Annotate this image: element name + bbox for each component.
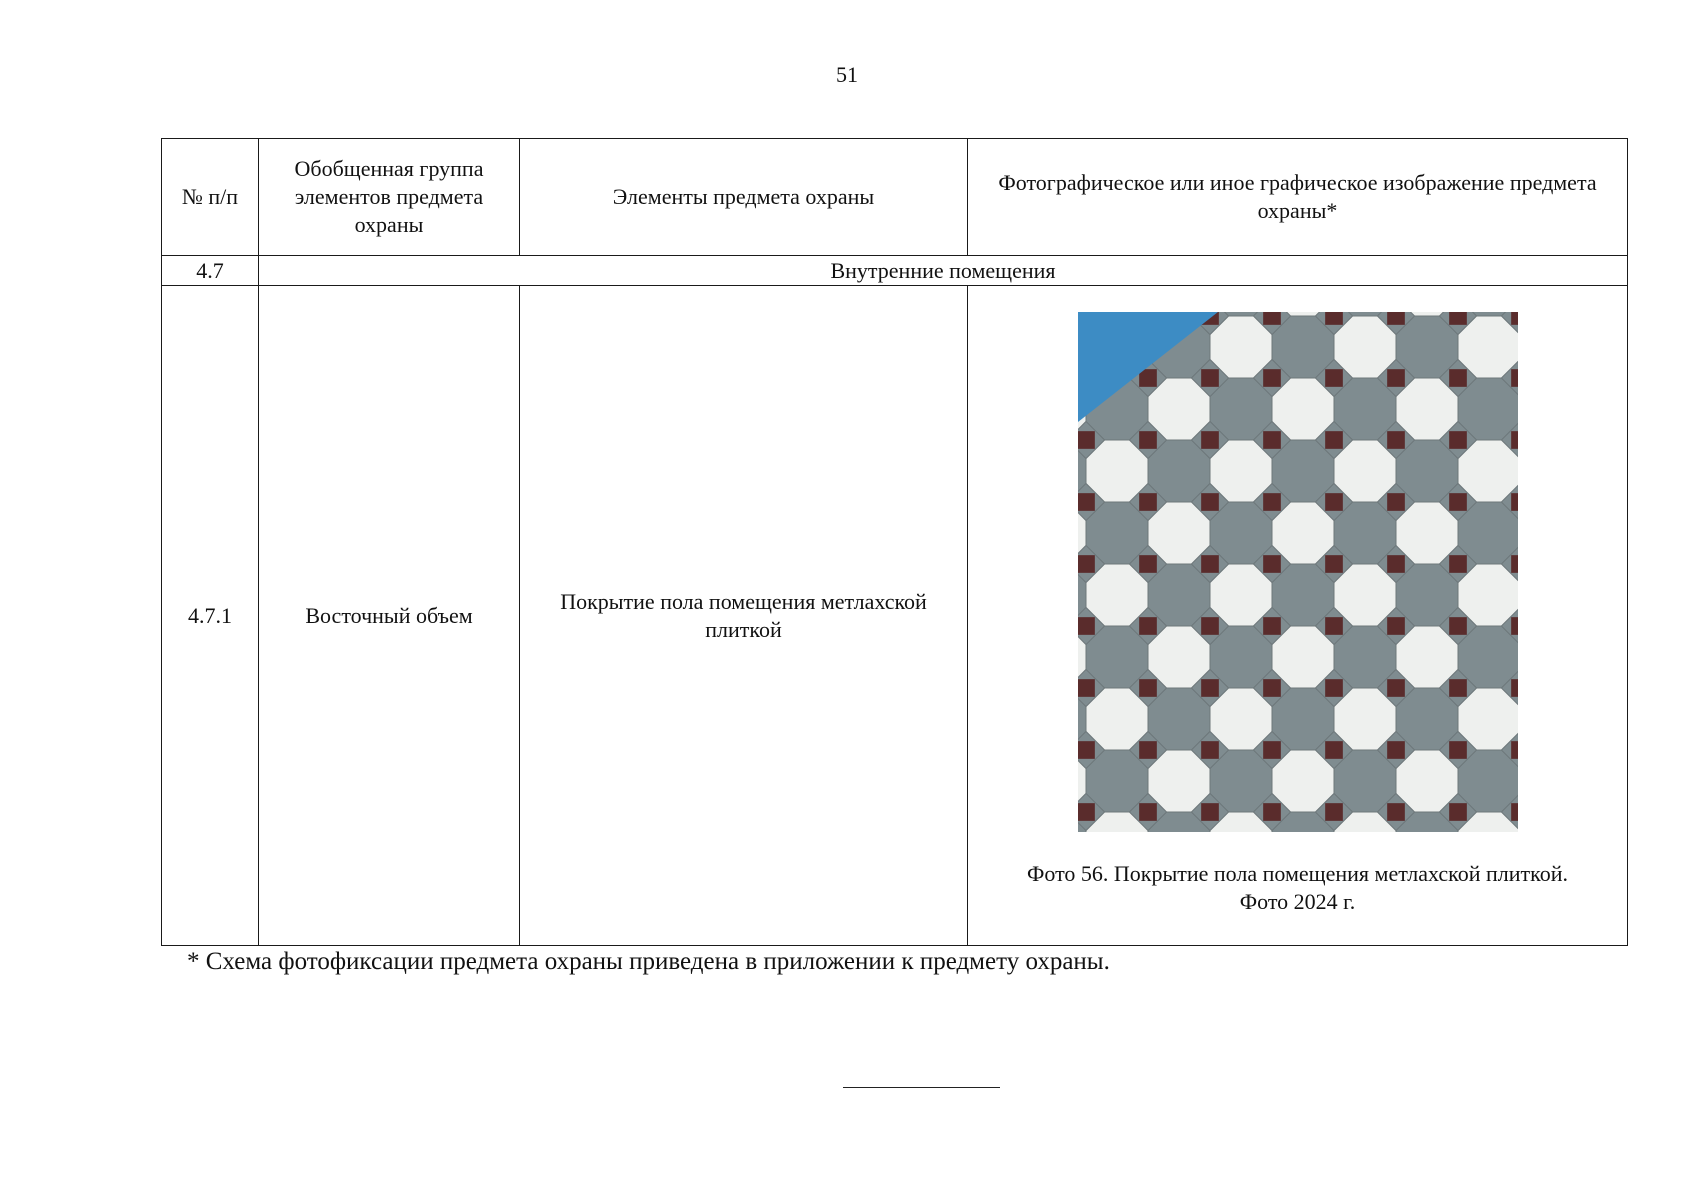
tile-inset [1263, 369, 1281, 387]
tile-inset [1139, 431, 1157, 449]
caption-line-2: Фото 2024 г. [1239, 888, 1356, 914]
tile-octagon [1272, 316, 1334, 378]
tile-inset [1201, 369, 1219, 387]
tile-octagon [1396, 688, 1458, 750]
tile-octagon [1210, 316, 1272, 378]
tile-inset [1201, 431, 1219, 449]
tile-octagon [1272, 564, 1334, 626]
tile-inset [1325, 493, 1343, 511]
table-row [162, 286, 1628, 946]
tile-inset [1511, 617, 1518, 635]
tile-inset [1325, 741, 1343, 759]
tile-octagon [1396, 440, 1458, 502]
tile-inset [1449, 369, 1467, 387]
tile-inset [1449, 617, 1467, 635]
page-number: 51 [836, 62, 858, 87]
tile-octagon [1458, 750, 1518, 812]
tile-octagon [1396, 378, 1458, 440]
tile-inset [1511, 431, 1518, 449]
tile-inset [1511, 555, 1518, 573]
end-rule [843, 1087, 1000, 1088]
item-element: Покрытие пола помещения метлахской плиткой [520, 286, 968, 946]
tile-inset [1201, 803, 1219, 821]
tile-octagon [1148, 688, 1210, 750]
tile-pattern-image [1078, 312, 1518, 832]
tile-inset [1078, 617, 1095, 635]
tile-inset [1449, 679, 1467, 697]
protection-table [161, 138, 1628, 946]
tile-inset [1511, 741, 1518, 759]
tile-inset [1449, 803, 1467, 821]
tile-inset [1325, 803, 1343, 821]
tile-octagon [1458, 564, 1518, 626]
item-group: Восточный объем [259, 286, 520, 946]
tile-octagon [1148, 502, 1210, 564]
tile-inset [1449, 741, 1467, 759]
tile-octagon [1458, 378, 1518, 440]
section-title: Внутренние помещения [259, 256, 1628, 286]
tile-inset [1201, 493, 1219, 511]
tile-octagon [1210, 564, 1272, 626]
tile-octagon [1210, 440, 1272, 502]
tile-octagon [1396, 750, 1458, 812]
section-number: 4.7 [162, 256, 259, 286]
tile-inset [1263, 431, 1281, 449]
tile-inset [1387, 617, 1405, 635]
tile-octagon [1334, 688, 1396, 750]
item-photo-cell [968, 286, 1628, 946]
tile-octagon [1458, 688, 1518, 750]
tile-octagon [1148, 626, 1210, 688]
tile-inset [1449, 312, 1467, 325]
tile-inset [1263, 679, 1281, 697]
tile-octagon [1458, 502, 1518, 564]
tile-inset [1449, 493, 1467, 511]
tile-inset [1511, 803, 1518, 821]
tile-inset [1511, 679, 1518, 697]
tile-octagon [1458, 316, 1518, 378]
table-header-row [162, 139, 1628, 256]
tile-inset [1387, 679, 1405, 697]
tile-octagon [1086, 502, 1148, 564]
tile-octagon [1210, 688, 1272, 750]
tile-inset [1201, 555, 1219, 573]
tile-octagon [1086, 688, 1148, 750]
tile-octagon [1334, 564, 1396, 626]
tile-inset [1263, 803, 1281, 821]
tile-inset [1387, 431, 1405, 449]
tile-octagon [1396, 316, 1458, 378]
tile-octagon [1272, 502, 1334, 564]
tile-octagon [1210, 626, 1272, 688]
tile-octagon [1334, 750, 1396, 812]
header-group: Обобщенная группа элементов предмета охраны [259, 139, 520, 256]
tile-inset [1139, 493, 1157, 511]
tile-inset [1449, 555, 1467, 573]
tile-octagon [1086, 626, 1148, 688]
tile-inset [1387, 555, 1405, 573]
tile-inset [1078, 431, 1095, 449]
tile-inset [1263, 741, 1281, 759]
header-elements: Элементы предмета охраны [520, 139, 968, 256]
tile-inset [1139, 741, 1157, 759]
tile-inset [1201, 617, 1219, 635]
tile-octagon [1148, 440, 1210, 502]
tile-octagon [1334, 316, 1396, 378]
tile-octagon [1272, 750, 1334, 812]
tile-inset [1078, 741, 1095, 759]
tile-inset [1325, 617, 1343, 635]
tile-inset [1078, 803, 1095, 821]
tile-octagon [1086, 750, 1148, 812]
tile-inset [1201, 741, 1219, 759]
tile-inset [1387, 803, 1405, 821]
tile-inset [1078, 679, 1095, 697]
tile-octagon [1458, 626, 1518, 688]
tile-inset [1263, 617, 1281, 635]
tile-octagon [1086, 440, 1148, 502]
tile-inset [1387, 741, 1405, 759]
tile-inset [1078, 493, 1095, 511]
header-image: Фотографическое или иное графическое изображение предмета охраны* [968, 139, 1628, 256]
tile-octagon [1148, 750, 1210, 812]
tile-inset [1078, 555, 1095, 573]
tile-inset [1325, 431, 1343, 449]
photo-caption [978, 860, 1617, 916]
item-number: 4.7.1 [162, 286, 259, 946]
tile-inset [1139, 617, 1157, 635]
tile-inset [1263, 312, 1281, 325]
tile-octagon [1334, 440, 1396, 502]
tile-octagon [1148, 564, 1210, 626]
floor-tile-photo [1078, 312, 1518, 832]
tile-inset [1263, 555, 1281, 573]
tile-octagon [1396, 626, 1458, 688]
tile-octagon [1210, 750, 1272, 812]
tile-inset [1139, 555, 1157, 573]
tile-octagon [1396, 502, 1458, 564]
tile-inset [1325, 555, 1343, 573]
section-row [162, 256, 1628, 286]
footnote: * Схема фотофиксации предмета охраны приведена в приложении к предмету охраны. [187, 948, 1110, 975]
tile-inset [1387, 369, 1405, 387]
tile-octagon [1396, 564, 1458, 626]
tile-octagon [1086, 564, 1148, 626]
tile-inset [1511, 312, 1518, 325]
tile-octagon [1272, 688, 1334, 750]
tile-inset [1387, 312, 1405, 325]
tile-octagon [1458, 440, 1518, 502]
tile-inset [1511, 493, 1518, 511]
tile-octagon [1210, 378, 1272, 440]
tile-inset [1201, 679, 1219, 697]
tile-octagon [1334, 378, 1396, 440]
tile-inset [1387, 493, 1405, 511]
tile-inset [1325, 679, 1343, 697]
tile-octagon [1148, 378, 1210, 440]
caption-line-1: Фото 56. Покрытие пола помещения метлахской плиткой. [1026, 861, 1569, 886]
tile-octagon [1272, 626, 1334, 688]
tile-octagon [1272, 440, 1334, 502]
tile-inset [1325, 369, 1343, 387]
header-number: № п/п [162, 139, 259, 256]
tile-inset [1139, 803, 1157, 821]
tile-inset [1263, 493, 1281, 511]
tile-octagon [1334, 626, 1396, 688]
tile-inset [1139, 679, 1157, 697]
tile-inset [1325, 312, 1343, 325]
tile-octagon [1210, 502, 1272, 564]
tile-inset [1449, 431, 1467, 449]
tile-inset [1511, 369, 1518, 387]
tile-octagon [1334, 502, 1396, 564]
tile-octagon [1272, 378, 1334, 440]
